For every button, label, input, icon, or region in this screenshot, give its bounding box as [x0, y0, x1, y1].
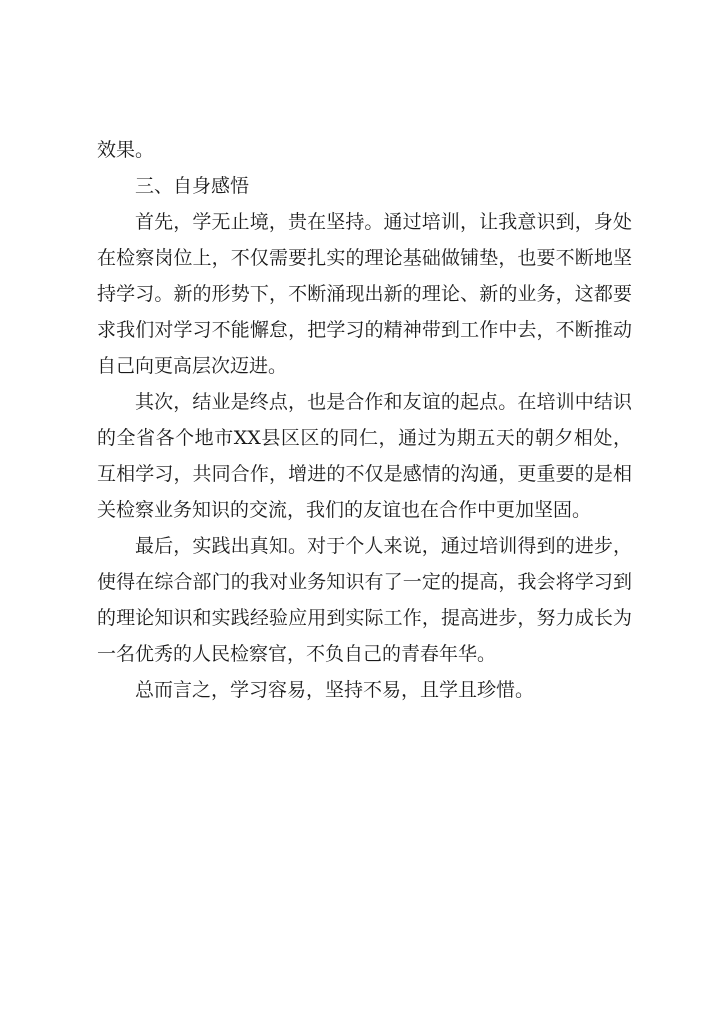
- text-line: 首先，学无止境，贵在坚持。通过培训，让我意识到，身处: [135, 211, 632, 233]
- text-line: 互相学习，共同合作，增进的不仅是感情的沟通，更重要的是相: [97, 463, 632, 485]
- section-heading: 三、自身感悟: [135, 175, 250, 197]
- text-line: 持学习。新的形势下，不断涌现出新的理论、新的业务，这都要: [97, 283, 632, 305]
- text-line: 一名优秀的人民检察官，不负自己的青春年华。: [97, 643, 497, 665]
- text-line: 效果。: [97, 139, 155, 161]
- text-line: 使得在综合部门的我对业务知识有了一定的提高，我会将学习到: [97, 571, 632, 593]
- text-line: 自己向更高层次迈进。: [97, 355, 288, 377]
- text-line: 在检察岗位上，不仅需要扎实的理论基础做铺垫，也要不断地坚: [97, 247, 632, 269]
- text-line: 求我们对学习不能懈怠，把学习的精神带到工作中去，不断推动: [97, 319, 632, 341]
- document-body: [97, 132, 632, 708]
- text-line: 的全省各个地市XX县区区的同仁，通过为期五天的朝夕相处，: [97, 427, 632, 449]
- text-line: 关检察业务知识的交流，我们的友谊也在合作中更加坚固。: [97, 499, 592, 521]
- text-line: 的理论知识和实践经验应用到实际工作，提高进步，努力成长为: [97, 607, 632, 629]
- text-line: 其次，结业是终点，也是合作和友谊的起点。在培训中结识: [135, 391, 632, 413]
- text-line: 最后，实践出真知。对于个人来说，通过培训得到的进步，: [135, 535, 632, 557]
- text-line: 总而言之，学习容易，坚持不易，且学且珍惜。: [135, 679, 535, 701]
